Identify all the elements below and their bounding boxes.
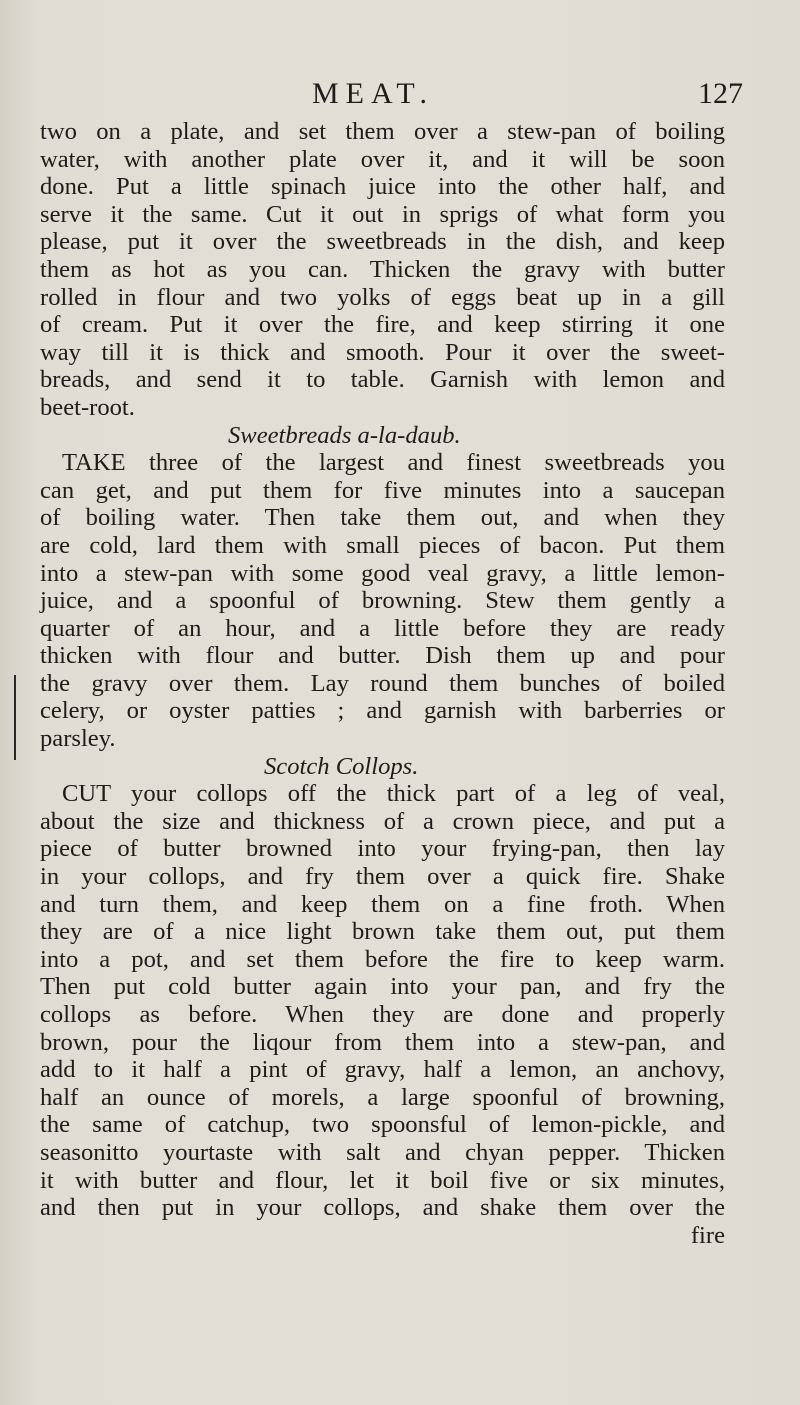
text-line: add to it half a pint of gravy, half a lemon, an anchovy,	[40, 1056, 725, 1084]
page-header	[0, 74, 800, 114]
running-head: MEAT.	[312, 77, 434, 110]
text-line: in your collops, and fry them over a quick fire. Shake	[40, 863, 725, 891]
text-line: of cream. Put it over the fire, and keep stirring it one	[40, 311, 725, 339]
text-line: piece of butter browned into your frying-pan, then lay	[40, 835, 725, 863]
text-line: please, put it over the sweetbreads in the dish, and keep	[40, 228, 725, 256]
recipe-heading: Scotch Collops.	[264, 752, 419, 780]
text-line: into a stew-pan with some good veal gravy, a little lemon-	[40, 559, 725, 587]
text-line: way till it is thick and smooth. Pour it over the sweet-	[40, 338, 725, 366]
text-line: quarter of an hour, and a little before they are ready	[40, 614, 725, 642]
text-line: half an ounce of morels, a large spoonful of browning,	[40, 1083, 725, 1111]
text-line: can get, and put them for five minutes into a saucepan	[40, 476, 725, 504]
text-line: done. Put a little spinach juice into the other half, and	[40, 173, 725, 201]
recipe-heading: Sweetbreads a-la-daub.	[228, 421, 461, 449]
text-line: and turn them, and keep them on a fine froth. When	[40, 890, 725, 918]
text-line: them as hot as you can. Thicken the gravy with butter	[40, 255, 725, 283]
text-line: juice, and a spoonful of browning. Stew them gently a	[40, 587, 725, 615]
page-number: 127	[698, 77, 743, 110]
text-line: beet-root.	[40, 393, 135, 421]
text-line: collops as before. When they are done and properly	[40, 1001, 725, 1028]
text-line: TAKE three of the largest and finest sweetbreads you	[62, 449, 725, 477]
text-line: they are of a nice light brown take them out, put them	[40, 918, 725, 946]
text-line: parsley.	[40, 725, 116, 753]
text-line: seasonitto yourtaste with salt and chyan pepper. Thicken	[40, 1138, 725, 1166]
text-line: two on a plate, and set them over a stew-pan of boiling	[40, 118, 725, 145]
text-line: serve it the same. Cut it out in sprigs of what form you	[40, 200, 725, 228]
text-line: rolled in flour and two yolks of eggs beat up in a gill	[40, 283, 725, 311]
text-line: about the size and thickness of a crown piece, and put a	[40, 807, 725, 835]
text-line: and then put in your collops, and shake them over the	[40, 1194, 725, 1222]
margin-rule	[14, 675, 16, 760]
text-line: thicken with flour and butter. Dish them up and pour	[40, 642, 725, 670]
catchword: fire	[690, 1221, 725, 1249]
text-line: Then put cold butter again into your pan, and fry the	[40, 973, 725, 1001]
text-line: of boiling water. Then take them out, and when they	[40, 504, 725, 532]
text-line: into a pot, and set them before the fire to keep warm.	[40, 945, 725, 973]
text-line: are cold, lard them with small pieces of bacon. Put them	[40, 531, 725, 559]
text-line: the gravy over them. Lay round them bunches of boiled	[40, 669, 725, 697]
text-line: brown, pour the liqour from them into a stew-pan, and	[40, 1028, 725, 1056]
text-line: CUT your collops off the thick part of a leg of veal,	[62, 780, 725, 808]
text-line: the same of catchup, two spoonsful of lemon-pickle, and	[40, 1111, 725, 1139]
text-line: breads, and send it to table. Garnish with lemon and	[40, 366, 725, 394]
text-line: celery, or oyster patties ; and garnish with barberries or	[40, 697, 725, 725]
text-line: it with butter and flour, let it boil five or six minutes,	[40, 1166, 725, 1194]
text-line: water, with another plate over it, and it will be soon	[40, 145, 725, 173]
body-text	[40, 118, 725, 1249]
